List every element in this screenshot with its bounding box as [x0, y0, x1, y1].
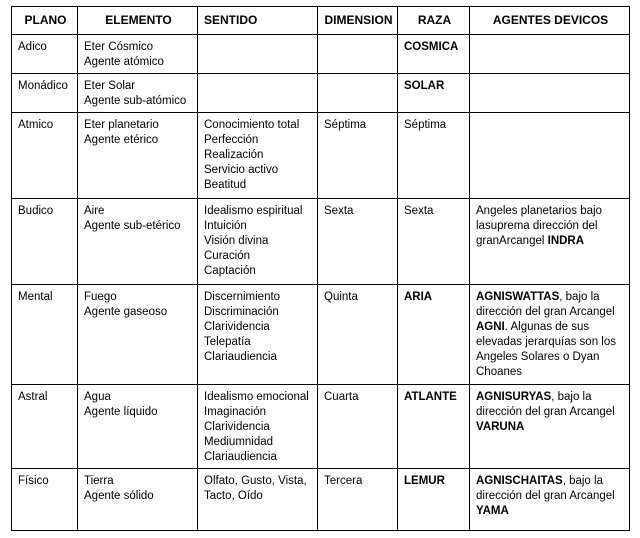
- agente-name: VARUNA: [476, 421, 525, 433]
- cell-sentido: [198, 285, 318, 385]
- cell-elemento: [78, 199, 198, 285]
- agente-name: AGNISCHAITAS: [476, 475, 563, 487]
- table-row: [12, 199, 630, 285]
- dimension-text: Tercera: [324, 475, 363, 487]
- sentido-line: Idealismo espiritual: [204, 205, 303, 217]
- agente-name: AGNI: [476, 321, 505, 333]
- cell-raza: [398, 199, 470, 285]
- agentes-text: [476, 474, 625, 519]
- agentes-text: [476, 290, 625, 380]
- raza-text: SOLAR: [404, 80, 445, 92]
- raza-text: ARIA: [404, 291, 433, 303]
- sentido-line: Clarividencia: [204, 421, 270, 433]
- plano-text: Físico: [18, 475, 49, 487]
- elemento-line: Eter Solar: [84, 80, 136, 92]
- sentido-line: Olfato, Gusto, Vista,: [204, 475, 307, 487]
- cell-agentes-devicos: [470, 285, 630, 385]
- cell-sentido: [198, 385, 318, 469]
- agente-desc: Angeles planetarios bajo la: [476, 205, 602, 232]
- plano-text: Budico: [18, 205, 54, 217]
- table-row: [12, 285, 630, 385]
- elemento-line: Agente sub-atómico: [84, 95, 187, 107]
- sentido-line: Clariaudiencia: [204, 451, 277, 463]
- elemento-line: Eter Cósmico: [84, 41, 154, 53]
- cell-sentido: [198, 35, 318, 74]
- raza-text: Séptima: [404, 119, 447, 131]
- header-agentes-devicos: AGENTES DEVICOS: [470, 7, 630, 35]
- cell-sentido: [198, 74, 318, 113]
- cell-elemento: [78, 35, 198, 74]
- table-row: [12, 113, 630, 199]
- cell-agentes-devicos: [470, 74, 630, 113]
- cell-plano: [12, 469, 78, 531]
- cell-elemento: [78, 469, 198, 531]
- agente-name: INDRA: [547, 235, 585, 247]
- raza-text: LEMUR: [404, 475, 445, 487]
- cell-plano: [12, 113, 78, 199]
- plano-text: Adico: [18, 41, 47, 53]
- cell-raza: [398, 385, 470, 469]
- cell-sentido: [198, 199, 318, 285]
- agente-desc: . Algunas de sus elevadas jerarquías son los Angeles Solares o Dyan Choanes: [476, 321, 616, 378]
- cell-elemento: [78, 74, 198, 113]
- agentes-text: [476, 204, 625, 249]
- cell-raza: [398, 469, 470, 531]
- planes-table-container: [11, 6, 629, 530]
- header-elemento: ELEMENTO: [78, 7, 198, 35]
- table-body: [12, 35, 630, 531]
- cell-dimension: [318, 199, 398, 285]
- raza-text: ATLANTE: [404, 391, 457, 403]
- cell-plano: [12, 285, 78, 385]
- sentido-line: Imaginación: [204, 406, 267, 418]
- header-plano: PLANO: [12, 7, 78, 35]
- header-raza: RAZA: [398, 7, 470, 35]
- agente-desc: Arcangel: [499, 235, 548, 247]
- cell-agentes-devicos: [470, 199, 630, 285]
- sentido-line: Realización: [204, 149, 264, 161]
- table-row: [12, 385, 630, 469]
- header-dimension: DIMENSION: [318, 7, 398, 35]
- sentido-line: Servicio activo: [204, 164, 279, 176]
- plano-text: Mental: [18, 291, 53, 303]
- elemento-line: Agente sub-etérico: [84, 220, 181, 232]
- cell-agentes-devicos: [470, 35, 630, 74]
- agentes-text: [476, 390, 625, 435]
- cell-dimension: [318, 74, 398, 113]
- plano-text: Monádico: [18, 80, 68, 92]
- elemento-line: Fuego: [84, 291, 117, 303]
- cell-plano: [12, 35, 78, 74]
- cell-plano: [12, 199, 78, 285]
- elemento-line: Aire: [84, 205, 105, 217]
- sentido-line: Mediumnidad: [204, 436, 274, 448]
- dimension-text: Quinta: [324, 291, 358, 303]
- raza-text: Sexta: [404, 205, 434, 217]
- table-row: [12, 469, 630, 531]
- cell-dimension: [318, 113, 398, 199]
- header-row: [12, 7, 630, 35]
- sentido-line: Clariaudiencia: [204, 351, 277, 363]
- agente-desc: , bajo la dirección del gran Arcangel: [476, 475, 615, 502]
- sentido-line: Visión divina: [204, 235, 269, 247]
- elemento-line: Agua: [84, 391, 111, 403]
- dimension-text: Sexta: [324, 205, 354, 217]
- agente-desc: , bajo la dirección del gran Arcangel: [476, 391, 615, 418]
- plano-text: Atmico: [18, 119, 54, 131]
- cell-elemento: [78, 385, 198, 469]
- sentido-line: Curación: [204, 250, 251, 262]
- cell-raza: [398, 74, 470, 113]
- elemento-line: Agente líquido: [84, 406, 158, 418]
- sentido-line: Discernimiento: [204, 291, 281, 303]
- elemento-line: Agente sólido: [84, 490, 154, 502]
- table-row: [12, 74, 630, 113]
- cell-plano: [12, 385, 78, 469]
- cell-agentes-devicos: [470, 113, 630, 199]
- elemento-line: Agente atómico: [84, 56, 164, 68]
- sentido-line: Discriminación: [204, 306, 279, 318]
- cell-agentes-devicos: [470, 469, 630, 531]
- agente-desc: , bajo la dirección del gran Arcangel: [476, 291, 615, 318]
- cell-plano: [12, 74, 78, 113]
- elemento-line: Agente etérico: [84, 134, 159, 146]
- cell-sentido: [198, 113, 318, 199]
- dimension-text: Séptima: [324, 119, 367, 131]
- cell-raza: [398, 35, 470, 74]
- sentido-line: Intuición: [204, 220, 247, 232]
- dimension-text: Cuarta: [324, 391, 359, 403]
- cell-raza: [398, 113, 470, 199]
- cell-raza: [398, 285, 470, 385]
- cell-dimension: [318, 469, 398, 531]
- sentido-line: Perfección: [204, 134, 259, 146]
- cell-elemento: [78, 113, 198, 199]
- sentido-line: Captación: [204, 265, 256, 277]
- sentido-line: Telepatía: [204, 336, 251, 348]
- agente-name: YAMA: [476, 505, 509, 517]
- cell-dimension: [318, 285, 398, 385]
- sentido-line: Beatitud: [204, 179, 247, 191]
- elemento-line: Tierra: [84, 475, 114, 487]
- cell-agentes-devicos: [470, 385, 630, 469]
- sentido-line: Idealismo emocional: [204, 391, 309, 403]
- agente-name: AGNISWATTAS: [476, 291, 560, 303]
- sentido-line: Clarividencia: [204, 321, 270, 333]
- table-row: [12, 35, 630, 74]
- raza-text: COSMICA: [404, 41, 459, 53]
- elemento-line: Agente gaseoso: [84, 306, 168, 318]
- elemento-line: Eter planetario: [84, 119, 159, 131]
- agente-desc: suprema dirección del gran: [476, 220, 598, 247]
- cell-sentido: [198, 469, 318, 531]
- header-sentido: SENTIDO: [198, 7, 318, 35]
- cell-elemento: [78, 285, 198, 385]
- agente-name: AGNISURYAS: [476, 391, 552, 403]
- sentido-line: Conocimiento total: [204, 119, 300, 131]
- cell-dimension: [318, 385, 398, 469]
- cell-dimension: [318, 35, 398, 74]
- plano-text: Astral: [18, 391, 48, 403]
- sentido-line: Tacto, Oído: [204, 490, 263, 502]
- planes-table: [11, 6, 630, 531]
